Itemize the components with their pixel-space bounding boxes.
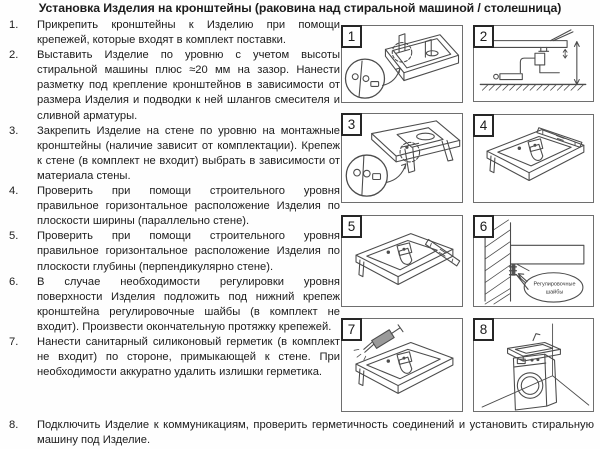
step-number: 4. bbox=[9, 185, 19, 198]
illustration-panel-3 bbox=[341, 113, 463, 203]
faucet-icon bbox=[533, 334, 540, 341]
step-text: Нанести санитарный силиконовый герметик (в комплект не входит) по стороне, примыкающей к стене. При необходимости аккуратно удалить излишки герметика. bbox=[37, 335, 340, 379]
step-item-4 bbox=[6, 184, 340, 229]
leader-arrow bbox=[383, 68, 401, 86]
illustration-panel-8 bbox=[473, 318, 594, 412]
step-number: 5. bbox=[9, 230, 19, 243]
faucet-icon bbox=[551, 30, 573, 41]
leg-front-left bbox=[359, 369, 364, 386]
step-list bbox=[6, 18, 340, 380]
step-text: Проверить при помощи строительного уровня правильное горизонтальное расположение Изделия по плоскости ширины (параллельно стене). bbox=[37, 185, 340, 228]
callout-text-line1: Регулировочные bbox=[533, 281, 576, 288]
panel-number-badge: 4 bbox=[473, 114, 494, 137]
step-number: 7. bbox=[9, 335, 19, 348]
sink-side-profile bbox=[511, 245, 584, 264]
illustration-panel-2 bbox=[473, 25, 594, 102]
step-number: 8. bbox=[9, 419, 19, 431]
step-item-6 bbox=[6, 275, 340, 335]
step-item-2 bbox=[6, 48, 340, 123]
step-number: 6. bbox=[9, 275, 19, 288]
step-text: Закрепить Изделие на стене по уровню на монтажные кронштейны (наличие зависит от комплектации). Крепеж к стене (в комплект не входит) выбрать в зависимости от материала стены. bbox=[37, 124, 340, 182]
panel-number-badge: 1 bbox=[341, 25, 362, 48]
illustration-panel-7 bbox=[341, 318, 463, 412]
step-item-1 bbox=[6, 18, 340, 48]
leg-front-left bbox=[359, 260, 364, 277]
height-dimension-arrow bbox=[574, 42, 579, 85]
leader-arrow bbox=[386, 164, 406, 183]
gap-dimension-arrow bbox=[563, 49, 567, 58]
panel-number-badge: 7 bbox=[341, 318, 362, 341]
step-number: 3. bbox=[9, 124, 19, 137]
room-corner-lines bbox=[482, 324, 589, 407]
step-number: 2. bbox=[9, 49, 19, 62]
panel-number-badge: 5 bbox=[341, 215, 362, 238]
drain-channel bbox=[399, 357, 412, 373]
floor-fitting bbox=[500, 74, 522, 80]
magnifier-circle-icon bbox=[346, 155, 387, 196]
callout-text-line2: шайбы bbox=[545, 289, 564, 296]
sink-side-profile bbox=[489, 41, 567, 48]
step-text: В случае необходимости регулировки уровня поверхности Изделия подложить под нижний крепеж кронштейна регулировочные шайбы (в комплект не входит). Произвести окончательную протяжку крепежей. bbox=[37, 275, 340, 333]
drain-channel bbox=[399, 248, 412, 264]
illustration-panel-4 bbox=[473, 114, 594, 203]
panel-number-badge: 8 bbox=[473, 318, 494, 341]
step-text: Подключить Изделие к коммуникациям, проверить герметичность соединений и установить стиральную машину под Изделие. bbox=[37, 419, 594, 447]
illustration-panel-5 bbox=[341, 215, 463, 307]
magnifier-circle-icon bbox=[345, 59, 384, 98]
step-text: Проверить при помощи строительного уровня правильное горизонтальное расположение Изделия по плоскости глубины (перпендикулярно стене). bbox=[37, 230, 340, 273]
mounting-bracket bbox=[539, 47, 549, 51]
sink-underside bbox=[372, 121, 460, 156]
illustration-panel-6 bbox=[473, 215, 594, 307]
step-number: 1. bbox=[9, 19, 19, 31]
sealant-marks bbox=[354, 349, 366, 360]
drain-hole bbox=[426, 51, 438, 56]
bracket bbox=[511, 264, 515, 276]
bottle-trap bbox=[535, 53, 545, 65]
page-title: Установка Изделия на кронштейны (раковина над стиральной машиной / столешница) bbox=[38, 1, 562, 15]
panel-number-badge: 2 bbox=[473, 25, 494, 48]
syringe-barrel bbox=[372, 330, 395, 349]
panel-number-badge: 3 bbox=[341, 113, 362, 136]
step-item-8 bbox=[6, 418, 594, 448]
syringe-plunger bbox=[391, 325, 403, 334]
step-item-3 bbox=[6, 124, 340, 184]
syringe-nozzle bbox=[364, 342, 374, 352]
floor-hatch bbox=[482, 84, 583, 90]
drain-channel bbox=[530, 144, 543, 160]
illustration-panel-1 bbox=[341, 25, 463, 103]
panel-number-badge: 6 bbox=[473, 215, 494, 238]
drain-pipe bbox=[520, 58, 535, 73]
step-text: Выставить Изделие по уровню с учетом высоты стиральной машины плюс ≈20 мм на зазор. Нанести разметку под крепление кронштейнов в зависимости от размера Изделия и подводки к ней шлангов смесителя и сливной арматуры. bbox=[37, 49, 340, 122]
step-item-5 bbox=[6, 229, 340, 274]
step-item-7 bbox=[6, 335, 340, 380]
step-text: Прикрепить кронштейны к Изделию при помощи крепежей, которые входят в комплект поставки. bbox=[37, 19, 340, 47]
leg-front-left bbox=[490, 156, 495, 173]
washing-machine-front bbox=[513, 354, 546, 410]
